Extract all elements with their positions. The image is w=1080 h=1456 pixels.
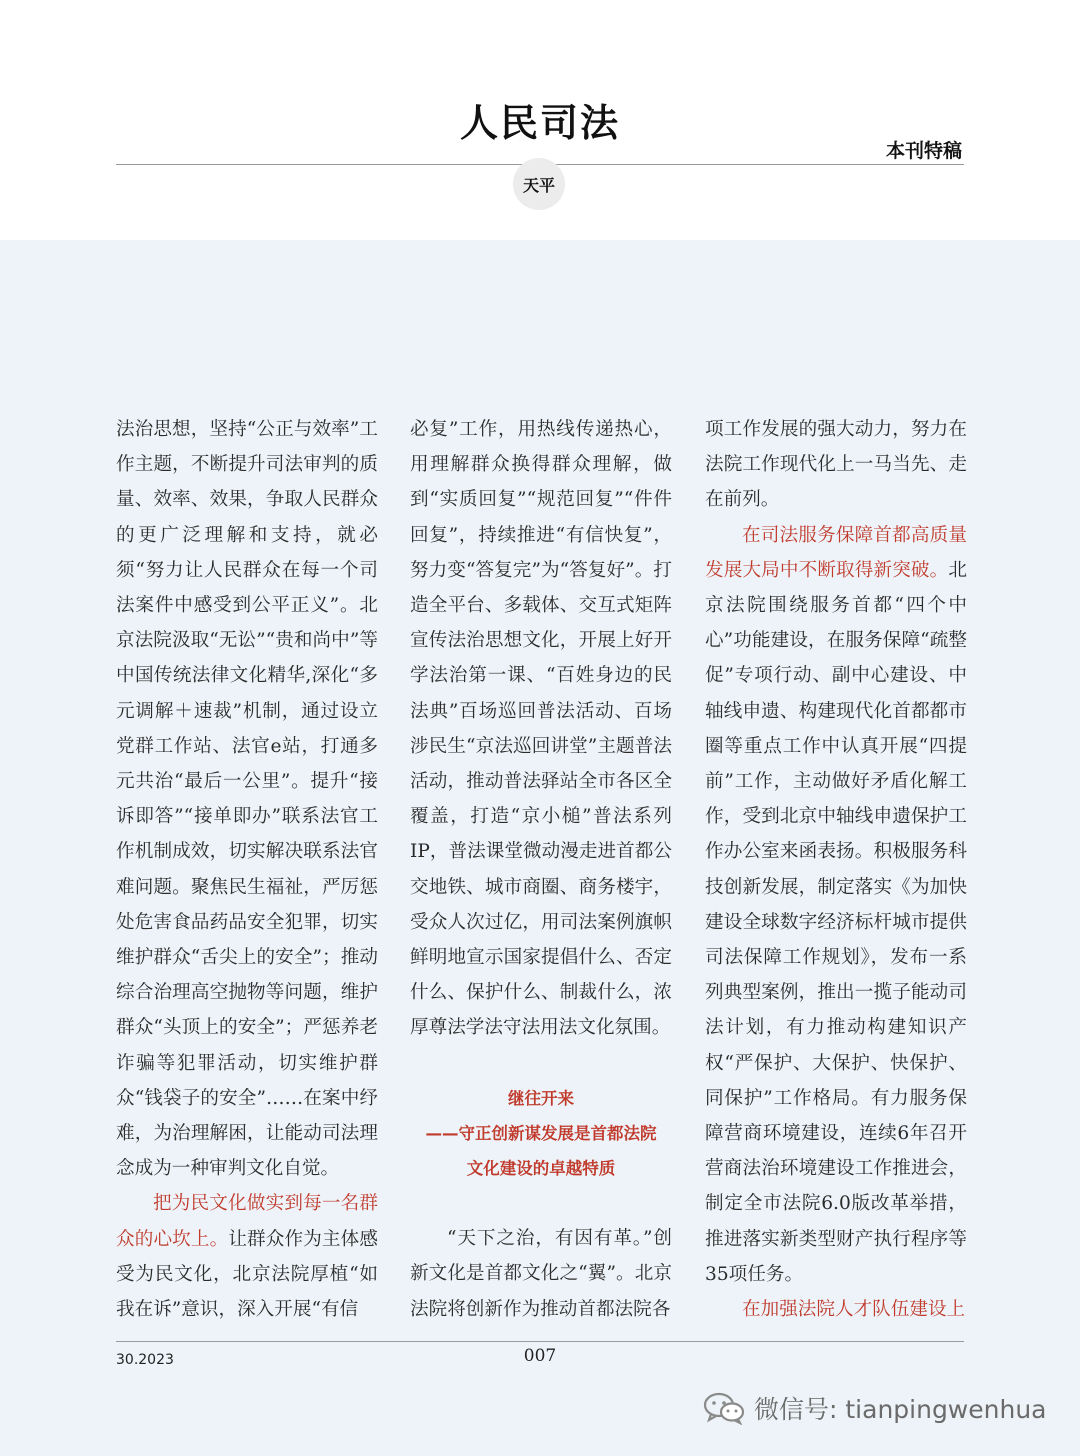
brand-badge: 天平	[513, 158, 565, 210]
watermark-text: 微信号: tianpingwenhua	[754, 1395, 1047, 1424]
subheading-line: 文化建设的卓越特质	[466, 1159, 616, 1179]
footer-divider	[116, 1341, 964, 1342]
paragraph-text: 让群众作为主体感受为民文化，北京法院厚植“如我在诉”意识，深入开展“有信	[116, 1228, 378, 1321]
paragraph-text: 北京法院围绕服务首都“四个中心”功能建设，在服务保障“疏整促”专项行动、副中心建设、中轴线申遗、构建现代化首都都市圈等重点工作中认真开展“四提前”工作，主动做好矛盾化解工作，受到北京中轴线申遗保护工作办公室来函表扬。积极服务科技创新发展，制定落实《为加快建设全球数字经济标杆城市提供司法保障工作规划》，发布一系列典型案例，推出一揽子能动司法计划，有力推动构建知识产权“严保护、大保护、快保护、同保护”工作格局。有力服务保障营商环境建设，连续6年召开营商法治环境建设工作推进会，制定全市法院6.0版改革举措，推进落实新类型财产执行程序等35项任务。	[705, 559, 967, 1285]
article-column-1	[116, 412, 378, 1327]
article-column-3	[705, 412, 967, 1327]
wechat-icon	[702, 1391, 746, 1425]
paragraph: 项工作发展的强大动力，努力在法院工作现代化上一马当先、走在前列。	[705, 419, 967, 511]
highlight-lead: 在加强法院人才队伍建设上	[742, 1299, 966, 1321]
section-subheading	[410, 1081, 672, 1187]
paragraph: 法治思想，坚持“公正与效率”工作主题，不断提升司法审判的质量、效率、效果，争取人民群众的更广泛理解和支持，就必须“努力让人民群众在每一个司法案件中感受到公平正义”。北京法院汲取“无讼”“贵和尚中”等中国传统法律文化精华,深化“多元调解＋速裁”机制，通过设立党群工作站、法官e站，打通多元共治“最后一公里”。提升“接诉即答”“接单即办”联系法官工作机制成效，切实解决联系法官难问题。聚焦民生福祉，严厉惩处危害食品药品安全犯罪，切实维护群众“舌尖上的安全”；推动综合治理高空抛物等问题，维护群众“头顶上的安全”；严惩养老诈骗等犯罪活动，切实维护群众“钱袋子的安全”……在案中纾难，为治理解困，让能动司法理念成为一种审判文化自觉。	[116, 419, 378, 1180]
wechat-watermark	[702, 1388, 1047, 1428]
subheading-line: ——守正创新谋发展是首都法院	[425, 1123, 657, 1143]
page-number: 007	[523, 1346, 557, 1366]
paragraph: 必复”工作，用热线传递热心，用理解群众换得群众理解，做到“实质回复”“规范回复”“件件回复”，持续推进“有信快复”，努力变“答复完”为“答复好”。打造全平台、多载体、交互式矩阵宣传法治思想文化，开展上好开学法治第一课、“百姓身边的民法典”百场巡回普法活动、百场涉民生“京法巡回讲堂”主题普法活动，推动普法驿站全市各区全覆盖，打造“京小槌”普法系列IP，普法课堂微动漫走进首都公交地铁、城市商圈、商务楼宇，受众人次过亿，用司法案例旗帜鲜明地宣示国家提倡什么、否定什么、保护什么、制裁什么，浓厚尊法学法守法用法文化氛围。	[410, 419, 672, 1039]
highlight-lead: 把为民文化做实到每一名群众的心坎上。	[116, 1193, 378, 1250]
issue-number: 30.2023	[116, 1352, 174, 1368]
paragraph	[116, 1186, 378, 1327]
subheading-line: 继往开来	[508, 1088, 574, 1108]
magazine-logo: 人民司法	[459, 100, 620, 145]
paragraph: “天下之治，有因有革。”创新文化是首都文化之“翼”。北京法院将创新作为推动首都法院各	[410, 1228, 672, 1320]
highlight-lead: 在司法服务保障首都高质量发展大局中不断取得新突破。	[705, 524, 967, 581]
section-label: 本刊特稿	[885, 140, 962, 162]
paragraph	[705, 518, 967, 1292]
paragraph	[705, 1292, 967, 1327]
article-column-2	[410, 412, 672, 1327]
